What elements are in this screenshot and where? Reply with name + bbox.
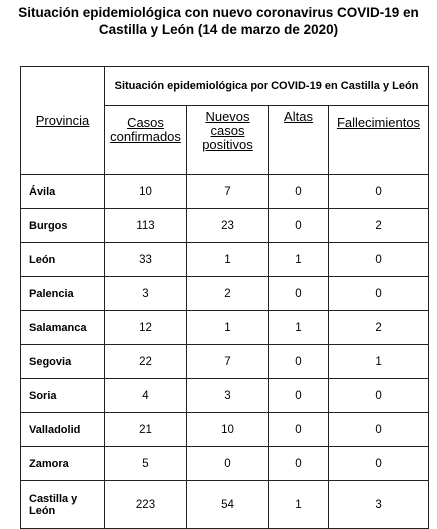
- row-altas: 0: [269, 345, 329, 379]
- header-provincia-cell: [21, 67, 105, 175]
- row-casos: 21: [105, 413, 187, 447]
- row-altas: 0: [269, 209, 329, 243]
- row-altas: 1: [269, 243, 329, 277]
- total-casos: 223: [105, 481, 187, 529]
- row-altas: 0: [269, 413, 329, 447]
- row-casos: 3: [105, 277, 187, 311]
- row-provincia: Burgos: [21, 209, 105, 243]
- row-fallecimientos: 1: [329, 345, 429, 379]
- header-provincia: Provincia: [35, 112, 90, 128]
- row-provincia: León: [21, 243, 105, 277]
- total-nuevos: 54: [187, 481, 269, 529]
- row-provincia: Zamora: [21, 447, 105, 481]
- row-fallecimientos: 0: [329, 243, 429, 277]
- row-provincia: Ávila: [21, 175, 105, 209]
- row-fallecimientos: 0: [329, 277, 429, 311]
- row-provincia: Segovia: [21, 345, 105, 379]
- table-row: [21, 311, 429, 345]
- table-row: [21, 209, 429, 243]
- row-nuevos: 3: [187, 379, 269, 413]
- row-fallecimientos: 2: [329, 311, 429, 345]
- header-fallecimientos: Fallecimientos: [329, 106, 429, 175]
- table-row: [21, 413, 429, 447]
- total-provincia: Castilla y León: [21, 481, 105, 529]
- row-nuevos: 1: [187, 311, 269, 345]
- row-nuevos: 7: [187, 345, 269, 379]
- row-nuevos: 10: [187, 413, 269, 447]
- row-provincia: Soria: [21, 379, 105, 413]
- row-casos: 22: [105, 345, 187, 379]
- total-altas: 1: [269, 481, 329, 529]
- header-nuevos: Nuevos casos positivos: [187, 106, 269, 175]
- table-row: [21, 345, 429, 379]
- header-casos: Casos confirmados: [105, 106, 187, 175]
- row-provincia: Salamanca: [21, 311, 105, 345]
- header-altas: Altas: [269, 106, 329, 175]
- table-row: [21, 243, 429, 277]
- row-fallecimientos: 0: [329, 413, 429, 447]
- row-altas: 1: [269, 311, 329, 345]
- row-casos: 4: [105, 379, 187, 413]
- total-row: [21, 481, 429, 529]
- document-title: [0, 4, 437, 38]
- title-line-1: Situación epidemiológica con nuevo coronavirus COVID-19 en: [18, 5, 419, 20]
- total-fallecimientos: 3: [329, 481, 429, 529]
- row-casos: 5: [105, 447, 187, 481]
- row-nuevos: 23: [187, 209, 269, 243]
- table-row: [21, 379, 429, 413]
- row-fallecimientos: 0: [329, 447, 429, 481]
- covid-data-table: [20, 66, 429, 529]
- row-nuevos: 0: [187, 447, 269, 481]
- row-casos: 113: [105, 209, 187, 243]
- row-casos: 10: [105, 175, 187, 209]
- row-fallecimientos: 0: [329, 379, 429, 413]
- row-fallecimientos: 0: [329, 175, 429, 209]
- row-altas: 0: [269, 447, 329, 481]
- row-nuevos: 2: [187, 277, 269, 311]
- group-header-row: [21, 67, 429, 106]
- row-nuevos: 7: [187, 175, 269, 209]
- table-row: [21, 277, 429, 311]
- row-fallecimientos: 2: [329, 209, 429, 243]
- row-nuevos: 1: [187, 243, 269, 277]
- row-provincia: Palencia: [21, 277, 105, 311]
- row-casos: 12: [105, 311, 187, 345]
- row-casos: 33: [105, 243, 187, 277]
- group-header: Situación epidemiológica por COVID-19 en Castilla y León: [105, 67, 429, 106]
- table-row: [21, 447, 429, 481]
- table-row: [21, 175, 429, 209]
- title-line-2: Castilla y León (14 de marzo de 2020): [98, 22, 339, 37]
- row-provincia: Valladolid: [21, 413, 105, 447]
- row-altas: 0: [269, 379, 329, 413]
- row-altas: 0: [269, 175, 329, 209]
- row-altas: 0: [269, 277, 329, 311]
